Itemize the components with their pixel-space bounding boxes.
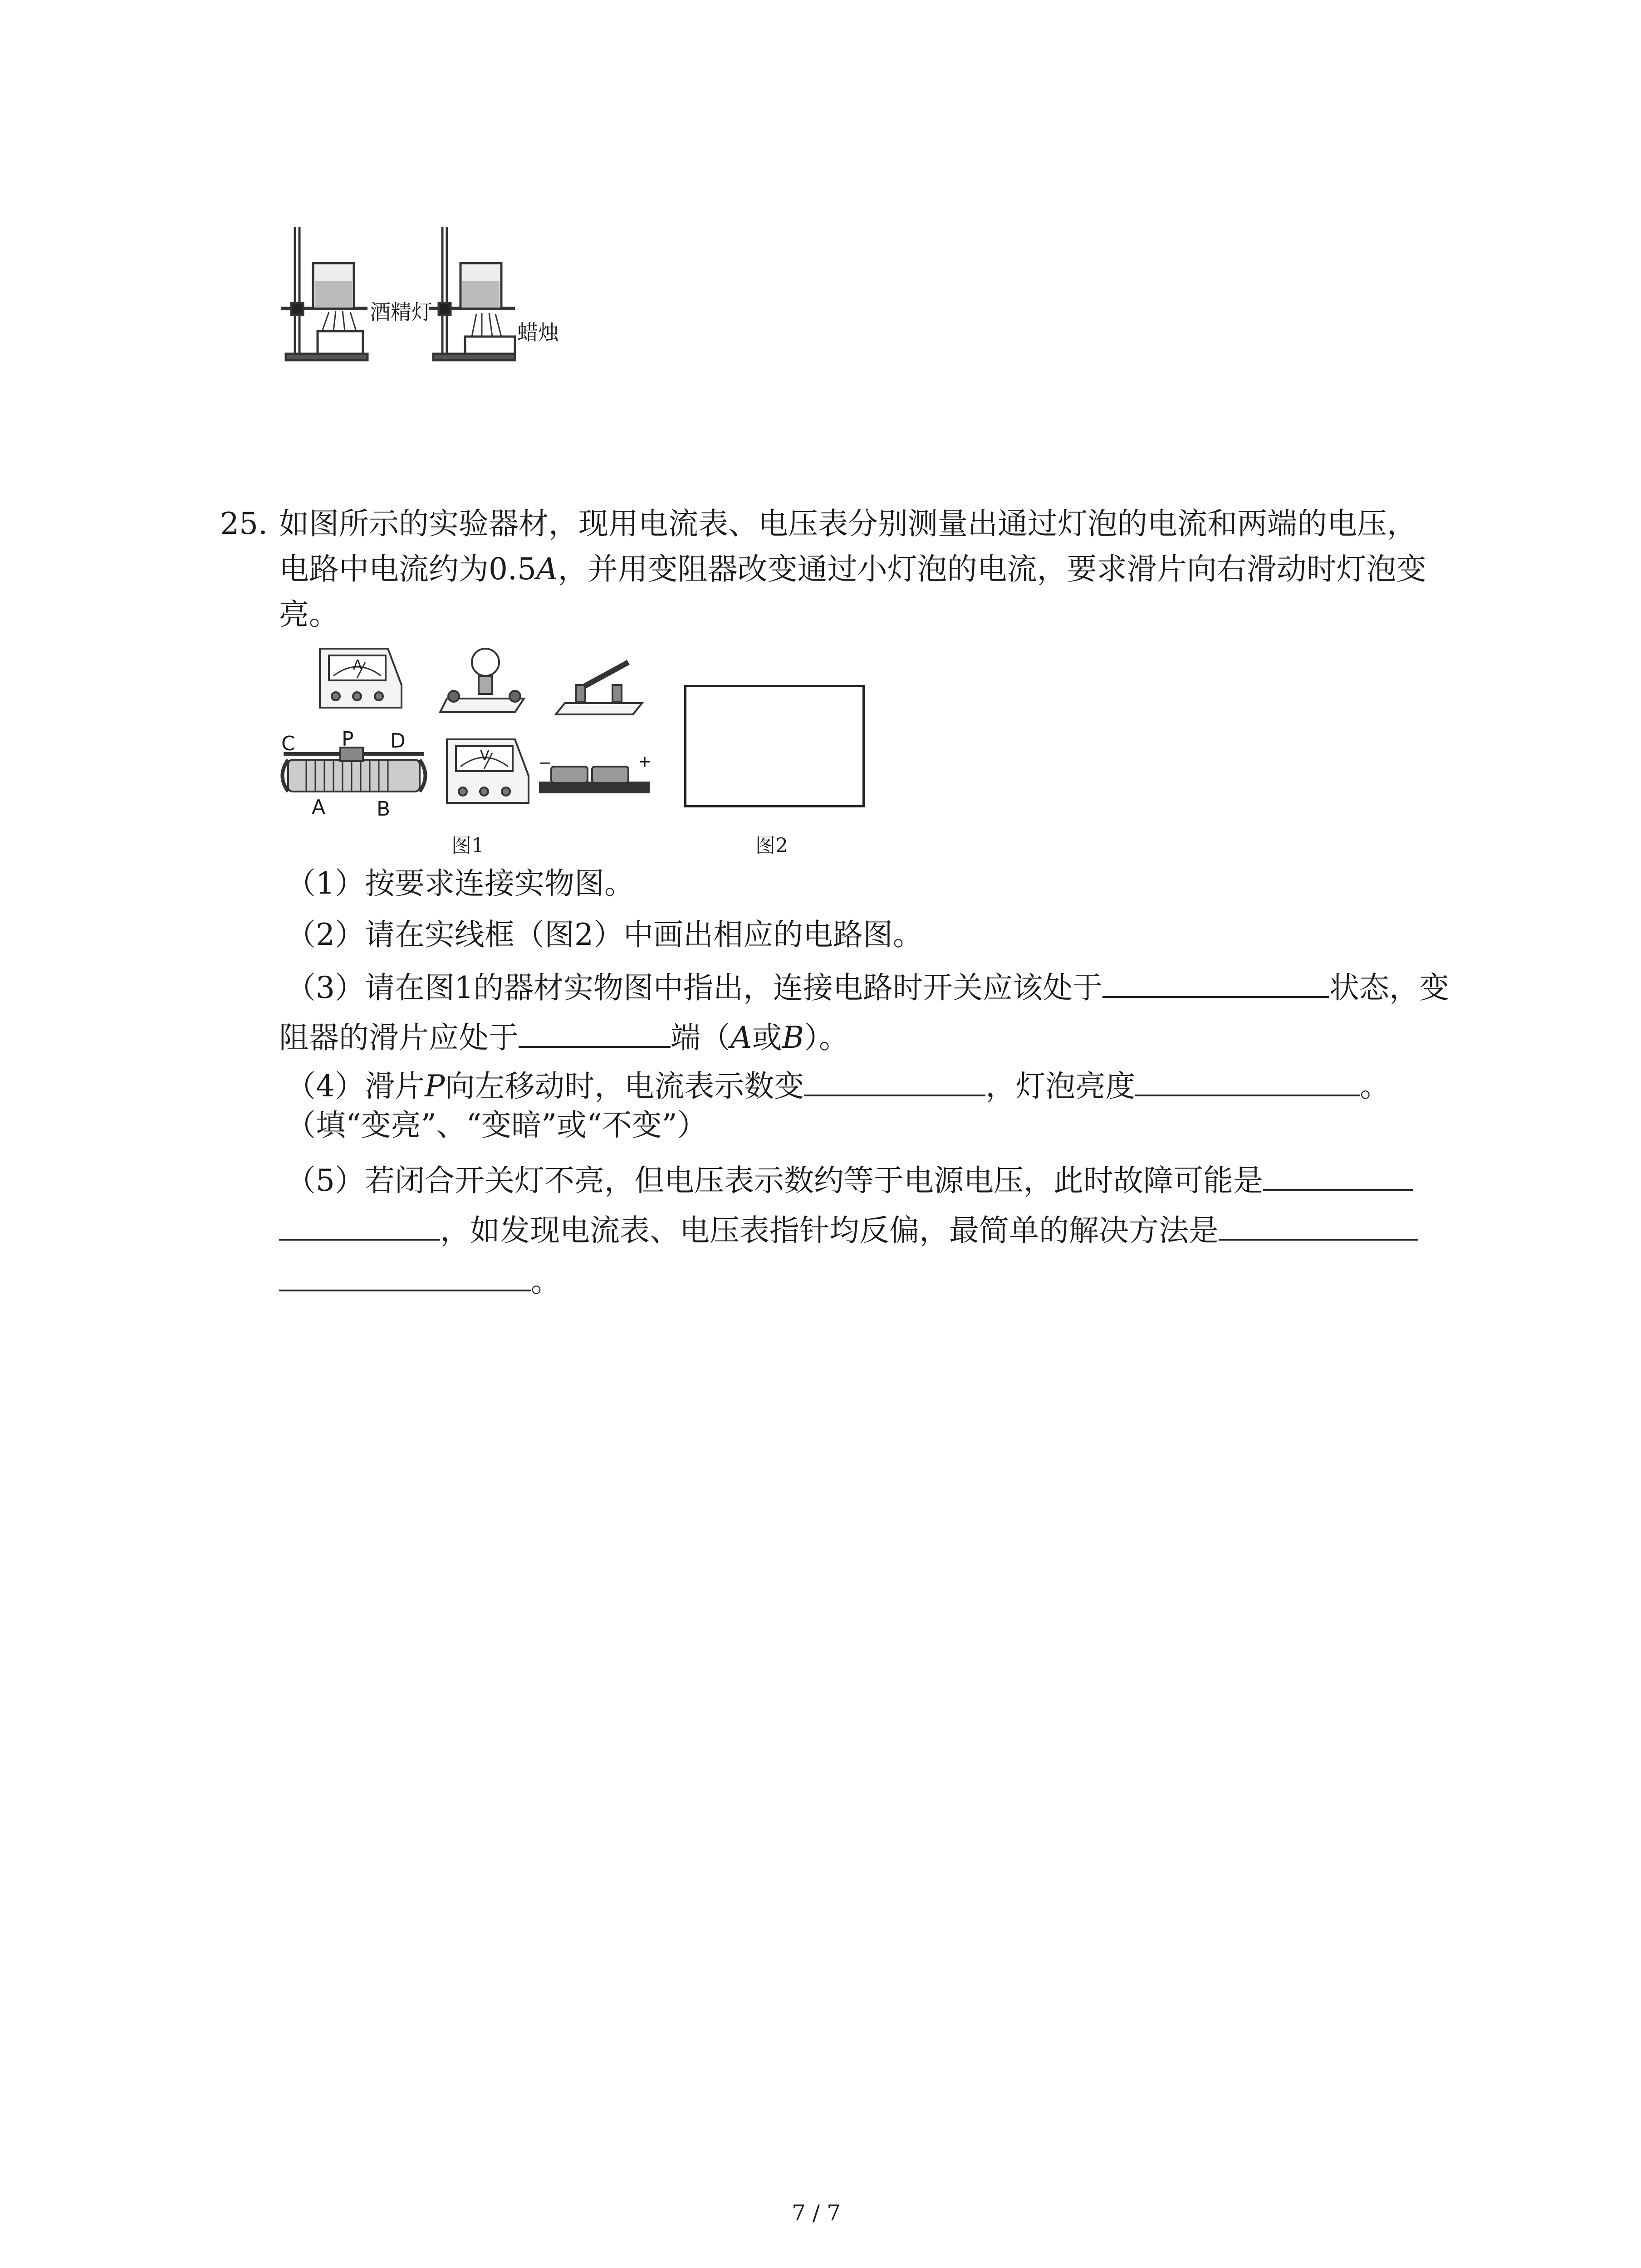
sub3-option-a: A [730, 1020, 752, 1055]
fault-blank-part2[interactable] [279, 1212, 440, 1241]
candle-label: 蜡烛 [517, 320, 559, 345]
equipment-drawing [279, 635, 660, 835]
sub-question-5-line2 [279, 1212, 1418, 1246]
stem-current-text: 电路中电流约为0.5 [279, 552, 536, 587]
alcohol-lamp-label: 酒精灯 [370, 300, 432, 324]
sub-question-4-hint: （填“变亮”、“变暗”或“不变”） [286, 1108, 707, 1143]
battery-icon [540, 767, 649, 792]
slider-end-blank[interactable] [519, 1020, 671, 1048]
sub-question-5-line1 [286, 1163, 1413, 1196]
voltmeter-symbol: V [480, 748, 490, 764]
sub-question-2: （2）请在实线框（图2）中画出相应的电路图。 [286, 917, 923, 952]
question-number: 25. [220, 506, 268, 541]
sub3-text-d: 端（ [671, 1020, 730, 1055]
rheostat-label-b: B [377, 797, 391, 821]
ammeter-reading-blank[interactable] [804, 1068, 985, 1096]
sub-question-1: （1）按要求连接实物图。 [286, 866, 634, 901]
battery-minus-label: − [539, 754, 552, 772]
question-stem-line3: 亮。 [279, 597, 339, 632]
heating-setups-drawing [272, 218, 590, 372]
rheostat-icon [283, 748, 426, 792]
heating-setups-figure [272, 218, 590, 372]
sub5-text-b: ，如发现电流表、电压表指针均反偏，最简单的解决方法是 [440, 1213, 1219, 1248]
ammeter-symbol: A [353, 657, 362, 673]
fault-blank-part1[interactable] [1263, 1163, 1413, 1191]
stem-current-unit: A [536, 552, 558, 587]
figure-1-caption: 图1 [451, 834, 484, 857]
solution-blank-part2[interactable] [279, 1263, 531, 1291]
sub-question-3-line2 [279, 1020, 849, 1053]
sub4-text-c: ，灯泡亮度 [985, 1069, 1136, 1104]
sub-question-3-line1 [286, 970, 1449, 1003]
sub3-text-e: ）。 [804, 1020, 849, 1055]
rheostat-label-c: C [281, 732, 295, 755]
sub4-slider-p: P [425, 1069, 445, 1104]
sub5-text-a: （5）若闭合开关灯不亮，但电压表示数约等于电源电压，此时故障可能是 [286, 1163, 1263, 1198]
figure-2-caption: 图2 [755, 834, 788, 857]
rheostat-label-d: D [390, 729, 406, 753]
switch-state-blank[interactable] [1102, 970, 1329, 998]
question-stem-line1: 如图所示的实验器材，现用电流表、电压表分别测量出通过灯泡的电流和两端的电压， [279, 506, 1417, 541]
rheostat-label-a: A [312, 796, 326, 819]
sub5-text-c: 。 [531, 1264, 561, 1299]
question-stem-line2 [279, 552, 1426, 587]
figure-2-frame [684, 685, 865, 807]
stem-rheostat-text: ，并用变阻器改变通过小灯泡的电流，要求滑片向右滑动时灯泡变 [558, 552, 1426, 587]
sub3-text-c: 阻器的滑片应处于 [279, 1020, 519, 1055]
solution-blank-part1[interactable] [1219, 1212, 1418, 1241]
sub3-text-a: （3）请在图1的器材实物图中指出，连接电路时开关应该处于 [286, 970, 1102, 1005]
sub-question-5-line3 [279, 1263, 561, 1299]
figure-1-equipment [279, 635, 660, 835]
sub4-text-d: 。 [1360, 1069, 1390, 1104]
sub3-or: 或 [752, 1020, 782, 1055]
sub3-option-b: B [782, 1020, 804, 1055]
sub4-text-a: （4）滑片 [286, 1069, 425, 1104]
battery-plus-label: + [638, 753, 652, 771]
page-number: 7 / 7 [792, 2200, 841, 2226]
sub4-text-b: 向左移动时，电流表示数变 [445, 1069, 804, 1104]
bulb-brightness-blank[interactable] [1135, 1068, 1360, 1096]
sub-question-4-line1 [286, 1068, 1390, 1104]
switch-icon [556, 662, 642, 714]
rheostat-label-p: P [342, 728, 354, 751]
bulb-icon [440, 649, 524, 712]
sub3-text-b: 状态，变 [1329, 970, 1449, 1005]
